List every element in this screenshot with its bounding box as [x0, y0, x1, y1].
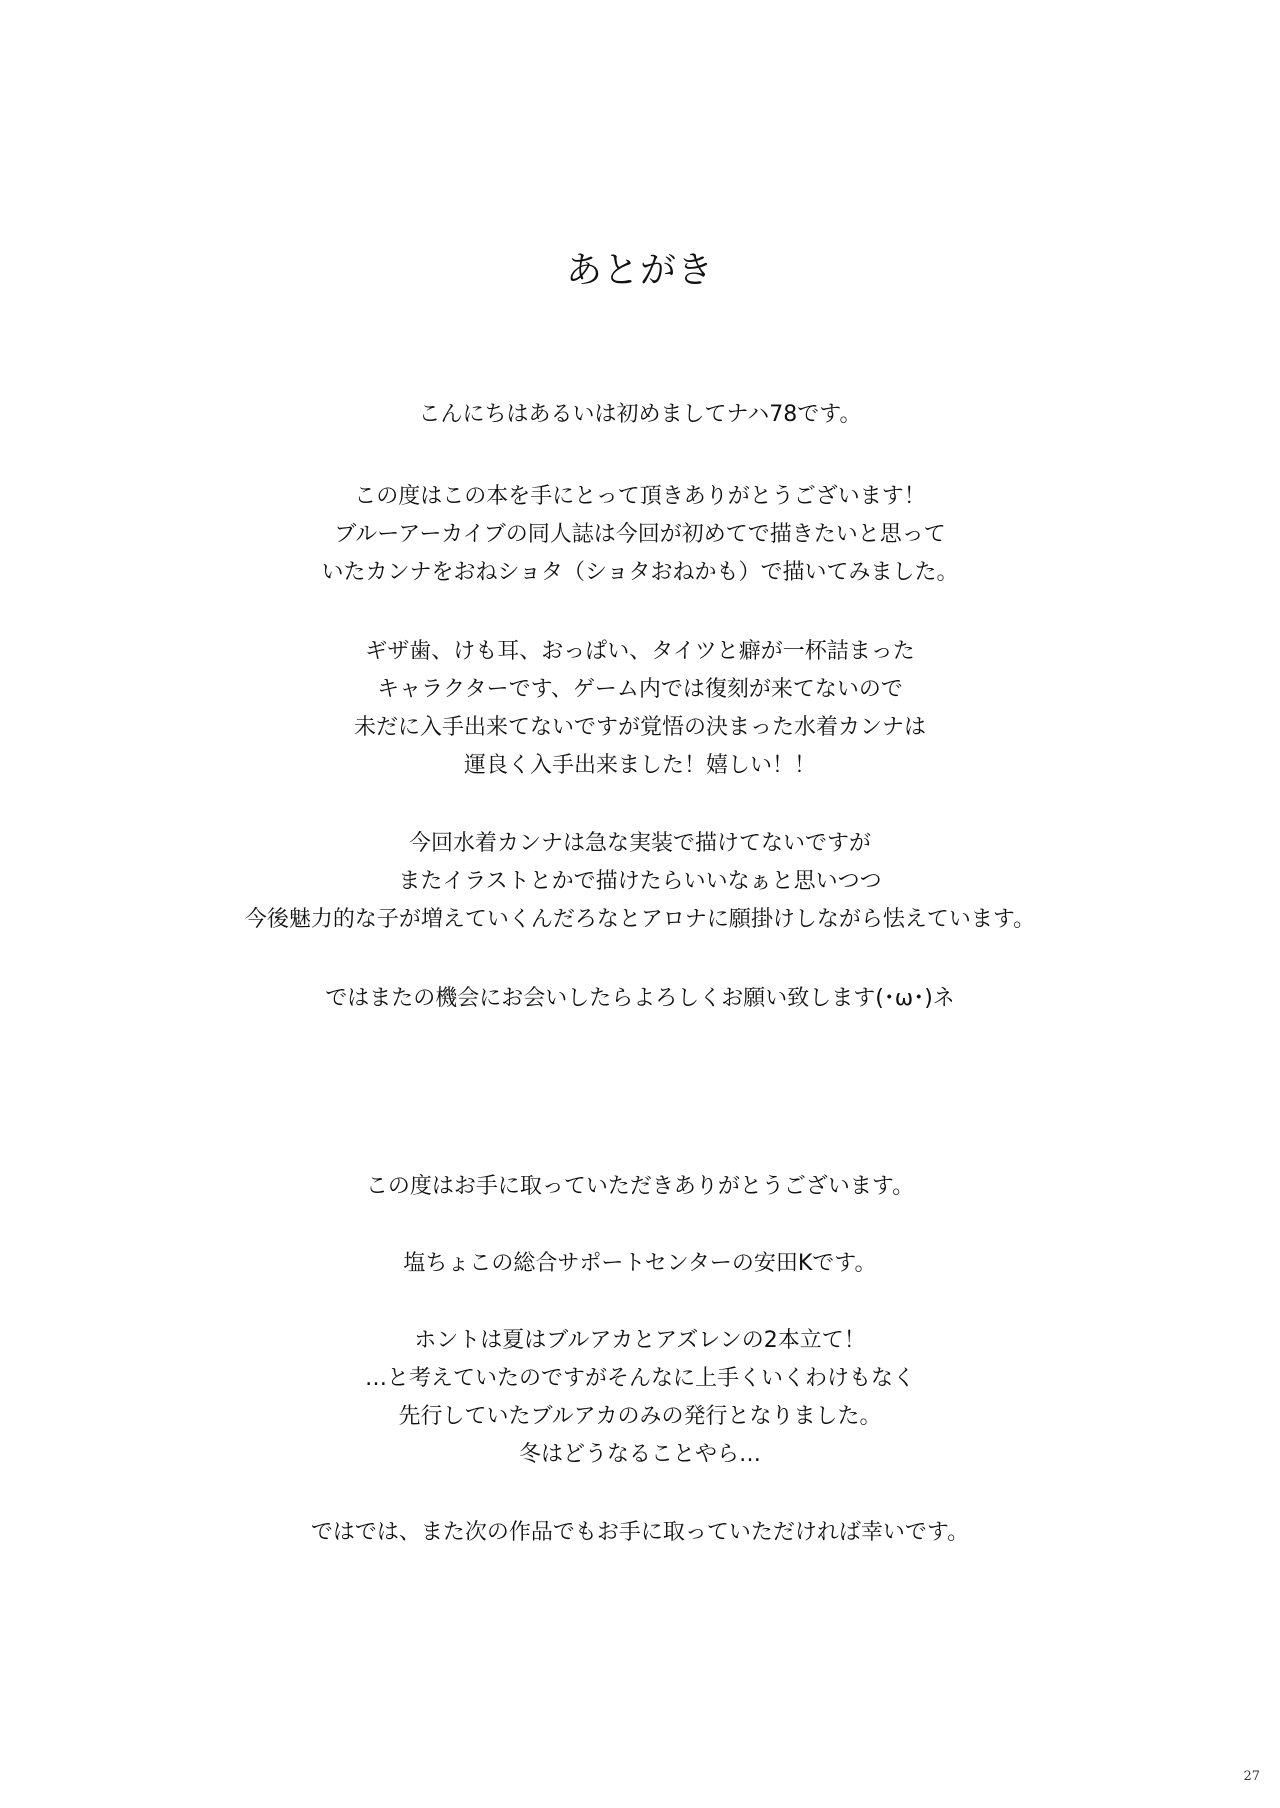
- introduction-paragraph: [0, 1245, 1280, 1283]
- page-number: 27: [1243, 1769, 1260, 1784]
- text-line: またイラストとかで描けたらいいなぁと思いつつ: [398, 869, 882, 894]
- text-line: ホントは夏はブルアカとアズレンの2本立て！: [414, 1328, 866, 1353]
- thanks-paragraph: [0, 478, 1280, 592]
- text-line: いたカンナをおねショタ（ショタおねかも）で描いてみました。: [321, 560, 959, 585]
- greeting-paragraph: [0, 396, 1280, 434]
- text-line: こんにちはあるいは初めましてナハ78です。: [418, 402, 862, 427]
- text-line: 冬はどうなることやら…: [518, 1442, 761, 1467]
- text-line: 未だに入手出来てないですが覚悟の決まった水着カンナは: [353, 715, 926, 740]
- page-title: あとがき: [565, 250, 714, 291]
- text-line: 塩ちょこの総合サポートセンターの安田Kです。: [403, 1251, 877, 1276]
- text-line: この度はこの本を手にとって頂きありがとうございます！: [354, 484, 926, 509]
- text-line: 今回水着カンナは急な実装で描けてないですが: [408, 831, 871, 856]
- text-line: 運良く入手出来ました！嬉しい！！: [463, 753, 816, 778]
- character-paragraph: [0, 633, 1280, 785]
- release-paragraph: [0, 1322, 1280, 1474]
- text-line: ではまたの機会にお会いしたらよろしくお願い致します(･ω･)ネ: [325, 986, 955, 1011]
- text-line: …と考えていたのですがそんなに上手くいくわけもなく: [364, 1366, 915, 1391]
- closing-paragraph: [0, 980, 1280, 1018]
- text-line: ではでは、また次の作品でもお手に取っていただければ幸いです。: [310, 1520, 970, 1545]
- swimsuit-paragraph: [0, 825, 1280, 939]
- text-line: ギザ歯、けも耳、おっぱい、タイツと癖が一杯詰まった: [365, 639, 915, 664]
- text-line: ブルーアーカイブの同人誌は今回が初めてで描きたいと思って: [334, 522, 946, 547]
- text-line: 今後魅力的な子が増えていくんだろなとアロナに願掛けしながら怯えています。: [244, 907, 1036, 932]
- text-line: 先行していたブルアカのみの発行となりました。: [398, 1404, 882, 1429]
- second-thanks-paragraph: [0, 1168, 1280, 1206]
- text-line: この度はお手に取っていただきありがとうございます。: [365, 1174, 915, 1199]
- second-closing-paragraph: [0, 1514, 1280, 1552]
- text-line: キャラクターです、ゲーム内では復刻が来てないので: [377, 677, 903, 702]
